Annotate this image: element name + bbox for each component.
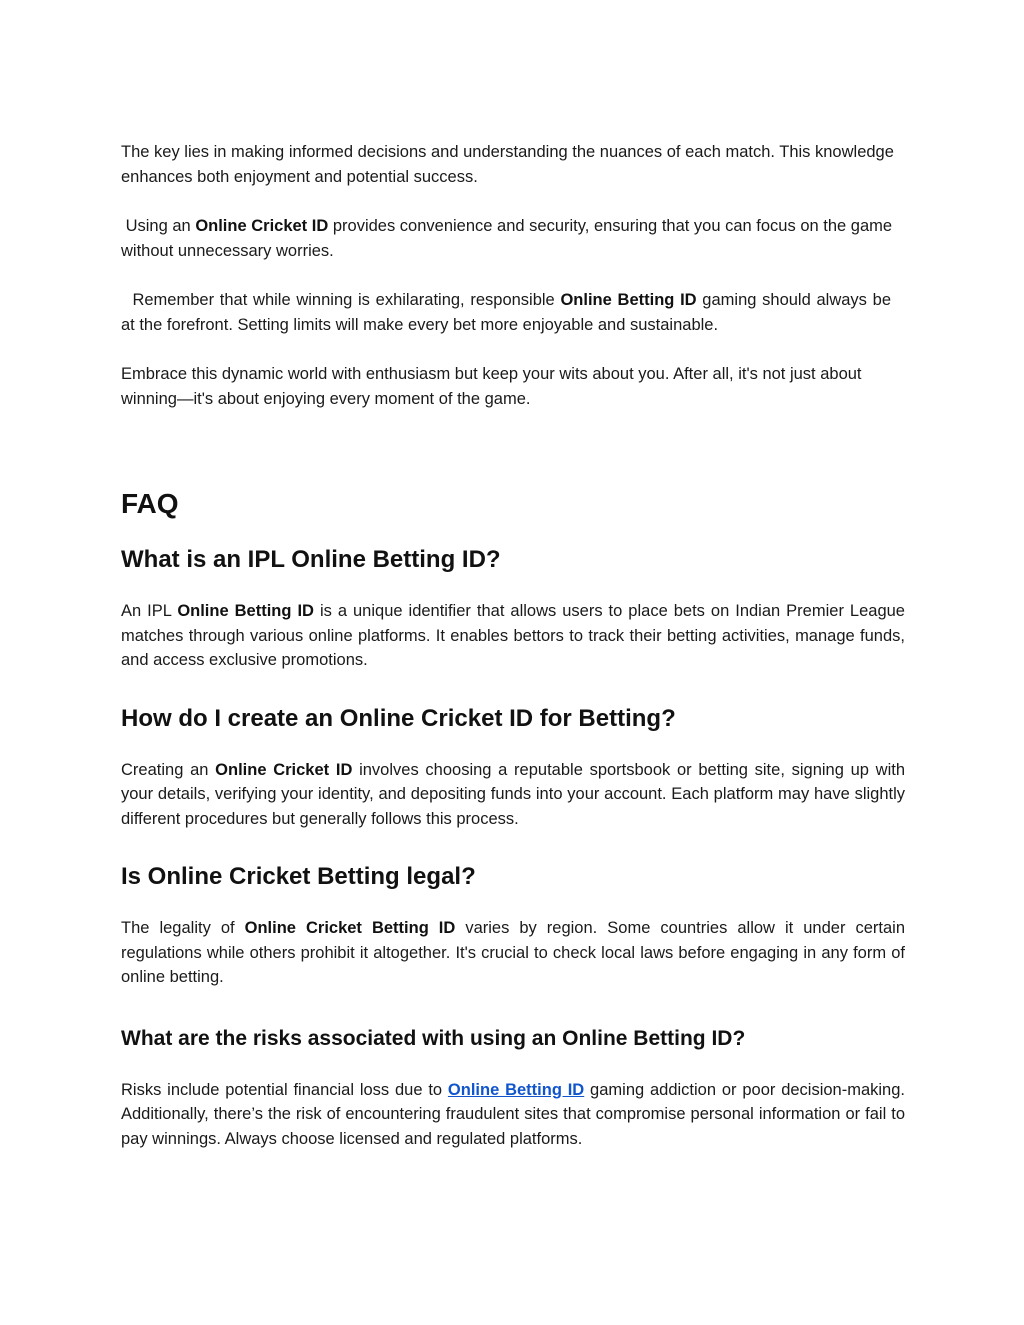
faq-answer-1-text: An IPL: [121, 602, 178, 620]
faq-answer-2: [121, 758, 905, 832]
intro-paragraph-2-text-end: provides convenience and security, ensuring that you can focus on the game without unnecessary worries.: [121, 217, 893, 260]
faq-question-1: What is an IPL Online Betting ID?: [121, 546, 501, 573]
intro-paragraph-3: [121, 288, 891, 337]
online-betting-id-link[interactable]: Online Betting ID: [447, 1080, 585, 1099]
intro-paragraph-3-text-end: gaming should always be at the forefront. Setting limits will make every bet more enjoyable and sustainable.: [121, 291, 891, 334]
intro-paragraph-2: [121, 214, 896, 263]
faq-title: FAQ: [121, 488, 179, 519]
faq-answer-2-text-end: involves choosing a reputable sportsbook or betting site, signing up with your details, verifying your identity, and depositing funds into your account. Each platform may have slightly different procedures but generally follows this process.: [121, 760, 906, 828]
faq-answer-3: [121, 916, 905, 990]
faq-answer-4-text: Risks include potential financial loss due to: [121, 1080, 448, 1099]
online-cricket-id-bold: Online Cricket ID: [195, 217, 329, 235]
intro-paragraph-2-text: Using an: [125, 217, 196, 235]
faq-answer-3-text: The legality of: [121, 919, 245, 937]
faq-answer-1-bold: Online Betting ID: [177, 602, 314, 620]
intro-paragraph-4: Embrace this dynamic world with enthusiasm but keep your wits about you. After all, it's not just about winning—it's about enjoying every moment of the game.: [121, 365, 862, 408]
faq-answer-1-text-end: is a unique identifier that allows users to place bets on Indian Premier League matches through various online platforms. It enables bettors to track their betting activities, manage funds, and access exclusive promotions.: [121, 602, 905, 669]
faq-answer-1: [121, 599, 905, 673]
faq-answer-3-text-end: varies by region. Some countries allow it under certain regulations while others prohibit it altogether. It's crucial to check local laws before engaging in any form of online betting.: [121, 919, 906, 986]
faq-question-2: How do I create an Online Cricket ID for Betting?: [121, 704, 676, 732]
faq-question-3: Is Online Cricket Betting legal?: [121, 863, 476, 890]
faq-answer-2-bold: Online Cricket ID: [215, 760, 353, 779]
intro-paragraph-1: The key lies in making informed decisions and understanding the nuances of each match. This knowledge enhances both enjoyment and potential success.: [121, 143, 894, 186]
faq-answer-4: [121, 1078, 905, 1152]
intro-paragraph-3-text: Remember that while winning is exhilarating, responsible: [132, 291, 561, 309]
faq-answer-4-text-end: gaming addiction or poor decision-making. Additionally, there’s the risk of encountering fraudulent sites that compromise personal information or fail to pay winnings. Always choose licensed and regulated platforms.: [121, 1080, 905, 1148]
faq-answer-3-bold: Online Cricket Betting ID: [244, 919, 456, 937]
faq-question-4: What are the risks associated with using an Online Betting ID?: [121, 1026, 746, 1050]
faq-answer-2-text: Creating an: [121, 760, 216, 779]
online-betting-id-bold: Online Betting ID: [560, 291, 697, 309]
document-page: [121, 140, 905, 1151]
